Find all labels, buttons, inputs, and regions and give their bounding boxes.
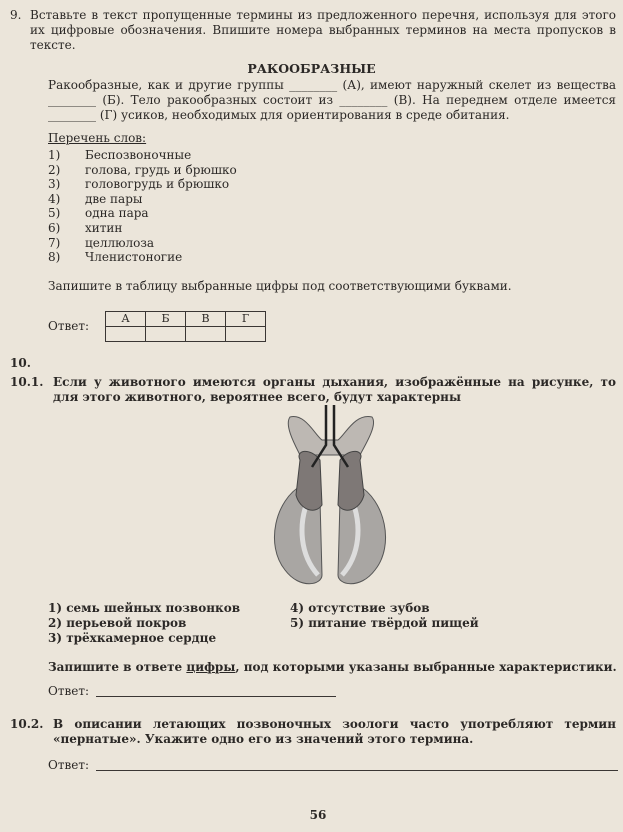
table-header: В xyxy=(186,312,226,327)
q9-instruction: Вставьте в текст пропущенные термины из предложенного перечня, используя для этого их цифровые обозначения. Впишите номера выбранных терминов на места пропусков в тексте. xyxy=(30,8,616,52)
options-col-2 xyxy=(290,601,479,631)
item-number: 4) xyxy=(48,191,61,206)
table-header: А xyxy=(106,312,146,327)
list-item xyxy=(48,148,237,163)
text-title: РАКООБРАЗНЫЕ xyxy=(247,61,376,76)
q102-text: В описании летающих позвоночных зоологи часто употребляют термин «пернатые». Укажите одно его из значений этого термина. xyxy=(53,717,616,746)
option-3: 3) трёхкамерное сердце xyxy=(48,631,217,645)
answer-cell[interactable] xyxy=(226,327,266,342)
answer-line[interactable] xyxy=(96,770,618,771)
item-number: 7) xyxy=(48,235,61,250)
item-text: голова, грудь и брюшко xyxy=(85,162,237,177)
q10-number: 10. xyxy=(10,356,31,370)
list-item xyxy=(48,250,237,265)
item-number: 3) xyxy=(48,177,61,192)
item-number: 1) xyxy=(48,148,61,162)
answer-line[interactable] xyxy=(96,696,336,697)
list-item xyxy=(48,177,237,192)
item-text: хитин xyxy=(85,220,123,235)
q101-text: Если у животного имеются органы дыхания, изображённые на рисунке, то для этого животного, вероятнее всего, будут характерны xyxy=(53,375,616,404)
option-5: 5) питание твёрдой пищей xyxy=(290,616,479,630)
item-number: 8) xyxy=(48,250,61,265)
table-instruction: Запишите в таблицу выбранные цифры под соответствующими буквами. xyxy=(48,279,512,293)
item-text: Беспозвоночные xyxy=(85,148,192,162)
page-number: 56 xyxy=(309,808,327,822)
item-text: Членистоногие xyxy=(85,250,183,265)
item-text: две пары xyxy=(85,191,143,206)
q9-paragraph: Ракообразные, как и другие группы ________ (А), имеют наружный скелет из вещества ________ (Б). Тело ракообразных состоит из ________ (В). На переднем отделе имеется ________ (Г) усиков, необходимых для ориентирования в среде обитания. xyxy=(48,78,616,122)
answer-instruction xyxy=(48,660,617,675)
list-item xyxy=(48,192,237,207)
item-text: одна пара xyxy=(85,206,149,221)
q102-number: 10.2. xyxy=(10,717,44,731)
answer-cell[interactable] xyxy=(186,327,226,342)
q9-number: 9. xyxy=(10,8,22,22)
list-item xyxy=(48,163,237,178)
answer-label: Ответ: xyxy=(48,684,90,698)
option-1: 1) семь шейных позвонков xyxy=(48,601,241,615)
table-header: Б xyxy=(146,312,186,327)
item-text: целлюлоза xyxy=(85,235,155,250)
list-item xyxy=(48,236,237,251)
answer-label: Ответ: xyxy=(48,758,90,772)
table-header: Г xyxy=(226,312,266,327)
instr-text: , под которыми указаны выбранные характеристики. xyxy=(235,660,617,674)
option-2: 2) перьевой покров xyxy=(48,616,187,630)
answer-table xyxy=(105,311,266,342)
answer-cell[interactable] xyxy=(106,327,146,342)
options-col-1 xyxy=(48,601,240,646)
instr-emphasis: цифры xyxy=(186,660,236,674)
item-number: 6) xyxy=(48,220,61,235)
item-number: 2) xyxy=(48,162,61,177)
item-text: головогрудь и брюшко xyxy=(85,177,230,192)
terms-list-title: Перечень слов: xyxy=(48,131,147,145)
answer-label: Ответ: xyxy=(48,319,90,333)
terms-list xyxy=(48,148,237,265)
answer-cell[interactable] xyxy=(146,327,186,342)
bird-lungs-air-sacs-illustration xyxy=(260,405,400,595)
list-item xyxy=(48,206,237,221)
q101-number: 10.1. xyxy=(10,375,44,389)
option-4: 4) отсутствие зубов xyxy=(290,601,430,615)
instr-text: Запишите в ответе xyxy=(48,660,187,674)
item-number: 5) xyxy=(48,206,61,221)
list-item xyxy=(48,221,237,236)
